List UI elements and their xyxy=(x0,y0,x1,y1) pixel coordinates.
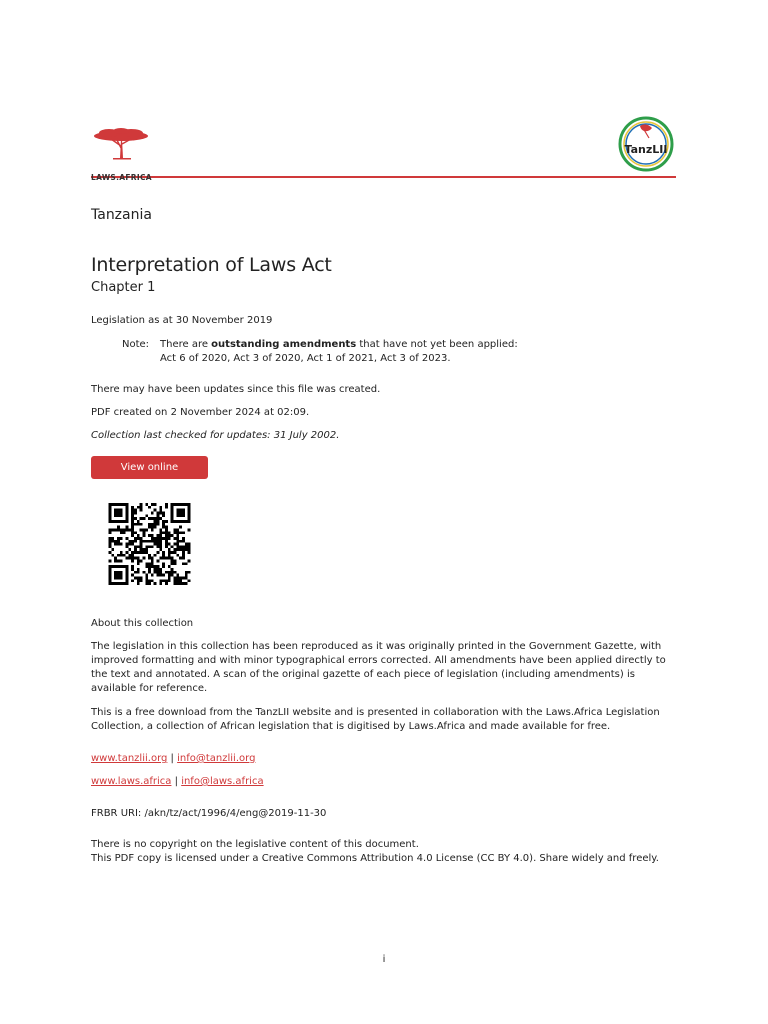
laws-africa-email-link[interactable]: info@laws.africa xyxy=(181,776,264,787)
tanzlii-email-link[interactable]: info@tanzlii.org xyxy=(177,753,256,764)
laws-africa-website-link[interactable]: www.laws.africa xyxy=(91,776,172,787)
page-number: i xyxy=(382,954,386,965)
license-notice: This PDF copy is licensed under a Creative Commons Attribution 4.0 License (CC BY 4.0). Share widely and freely. xyxy=(91,853,659,864)
tanzlii-website-link[interactable]: www.tanzlii.org xyxy=(91,753,168,764)
page-header xyxy=(91,116,676,182)
acacia-tree-icon xyxy=(91,128,153,162)
created-date: PDF created on 2 November 2024 at 02:09. xyxy=(91,407,310,418)
about-heading: About this collection xyxy=(91,618,194,629)
tanzlii-links xyxy=(91,752,255,766)
frbr-uri: FRBR URI: /akn/tz/act/1996/4/eng@2019-11-30 xyxy=(91,808,327,819)
link-separator: | xyxy=(170,753,174,764)
link-separator: | xyxy=(174,776,178,787)
qr-code-image xyxy=(106,503,193,585)
tanzlii-wordmark: TanzLII xyxy=(624,143,668,156)
country-label: Tanzania xyxy=(91,207,152,223)
view-online-button[interactable]: View online xyxy=(91,456,208,479)
note-line-1 xyxy=(160,338,518,352)
copyright-notice: There is no copyright on the legislative content of this document. xyxy=(91,839,419,850)
note-line-2: Act 6 of 2020, Act 3 of 2020, Act 1 of 2021, Act 3 of 2023. xyxy=(160,353,451,364)
note-emphasis: outstanding amendments xyxy=(211,339,357,350)
tanzlii-logo xyxy=(616,116,676,172)
laws-africa-wordmark: LAWS.AFRICA xyxy=(91,173,152,182)
laws-africa-logo xyxy=(91,128,153,182)
note-body xyxy=(160,338,518,366)
amendment-note xyxy=(122,338,518,366)
note-label: Note: xyxy=(122,339,150,350)
chapter-label: Chapter 1 xyxy=(91,280,156,295)
laws-africa-links xyxy=(91,775,264,789)
about-paragraph-1: The legislation in this collection has been reproduced as it was originally printed in the Government Gazette, with improved formatting and with minor typographical errors corrected. All amendments have been applied directly to the text and annotated. A scan of the original gazette of each piece of legislation (including amendments) is available for reference. xyxy=(91,641,666,694)
about-paragraph-2: This is a free download from the TanzLII website and is presented in collaboration with the Laws.Africa Legislation Collection, a collection of African legislation that is digitised by Laws.Africa and made available for free. xyxy=(91,707,660,732)
document-title: Interpretation of Laws Act xyxy=(91,254,332,276)
last-checked-date: Collection last checked for updates: 31 July 2002. xyxy=(91,430,340,441)
as-at-date: Legislation as at 30 November 2019 xyxy=(91,315,273,326)
note-text: There are xyxy=(160,339,212,350)
updates-notice: There may have been updates since this file was created. xyxy=(91,384,381,395)
qr-code[interactable] xyxy=(106,503,193,585)
note-text: that have not yet been applied: xyxy=(356,339,518,350)
